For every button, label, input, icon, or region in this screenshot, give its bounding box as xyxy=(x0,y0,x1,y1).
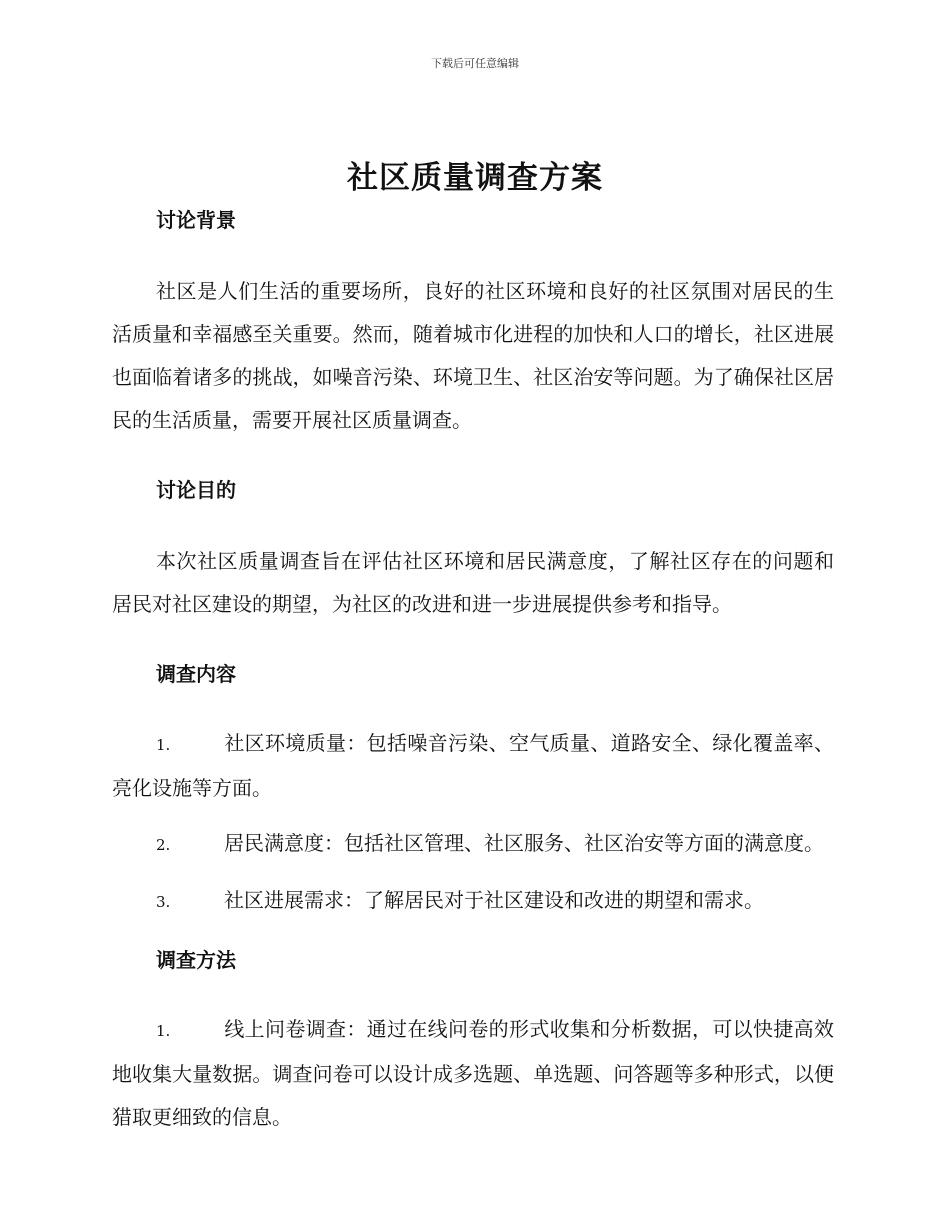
list-item-text: 居民满意度：包括社区管理、社区服务、社区治安等方面的满意度。 xyxy=(224,831,824,855)
section-heading-content: 调查内容 xyxy=(156,662,236,686)
document-title: 社区质量调查方案 xyxy=(347,160,603,196)
background-paragraph: 社区是人们生活的重要场所，良好的社区环境和良好的社区氛围对居民的生活质量和幸福感至关重要。然而，随着城市化进程的加快和人口的增长，社区进展也面临着诸多的挑战，如噪音污染、环境卫生、社区治安等问题。为了确保社区居民的生活质量，需要开展社区质量调查。 xyxy=(112,279,834,432)
list-item xyxy=(112,722,834,810)
header-note: 下载后可任意编辑 xyxy=(431,57,519,70)
list-number: 2. xyxy=(156,836,171,854)
purpose-paragraph: 本次社区质量调查旨在评估社区环境和居民满意度，了解社区存在的问题和居民对社区建设的期望，为社区的改进和进一步进展提供参考和指导。 xyxy=(112,549,834,616)
list-item xyxy=(112,1008,834,1139)
document-body xyxy=(112,202,834,1139)
list-item xyxy=(112,879,834,924)
list-number: 1. xyxy=(156,1022,171,1040)
list-item xyxy=(112,822,834,867)
list-item-text: 社区环境质量：包括噪音污染、空气质量、道路安全、绿化覆盖率、亮化设施等方面。 xyxy=(112,731,834,800)
list-item-text: 线上问卷调查：通过在线问卷的形式收集和分析数据，可以快捷高效地收集大量数据。调查问卷可以设计成多选题、单选题、问答题等多种形式，以便猎取更细致的信息。 xyxy=(112,1017,834,1129)
section-heading-method: 调查方法 xyxy=(156,948,236,972)
section-heading-background: 讨论背景 xyxy=(156,208,236,232)
list-item-text: 社区进展需求：了解居民对于社区建设和改进的期望和需求。 xyxy=(224,888,764,912)
list-number: 3. xyxy=(156,893,171,911)
list-number: 1. xyxy=(156,736,171,754)
section-heading-purpose: 讨论目的 xyxy=(156,478,236,502)
